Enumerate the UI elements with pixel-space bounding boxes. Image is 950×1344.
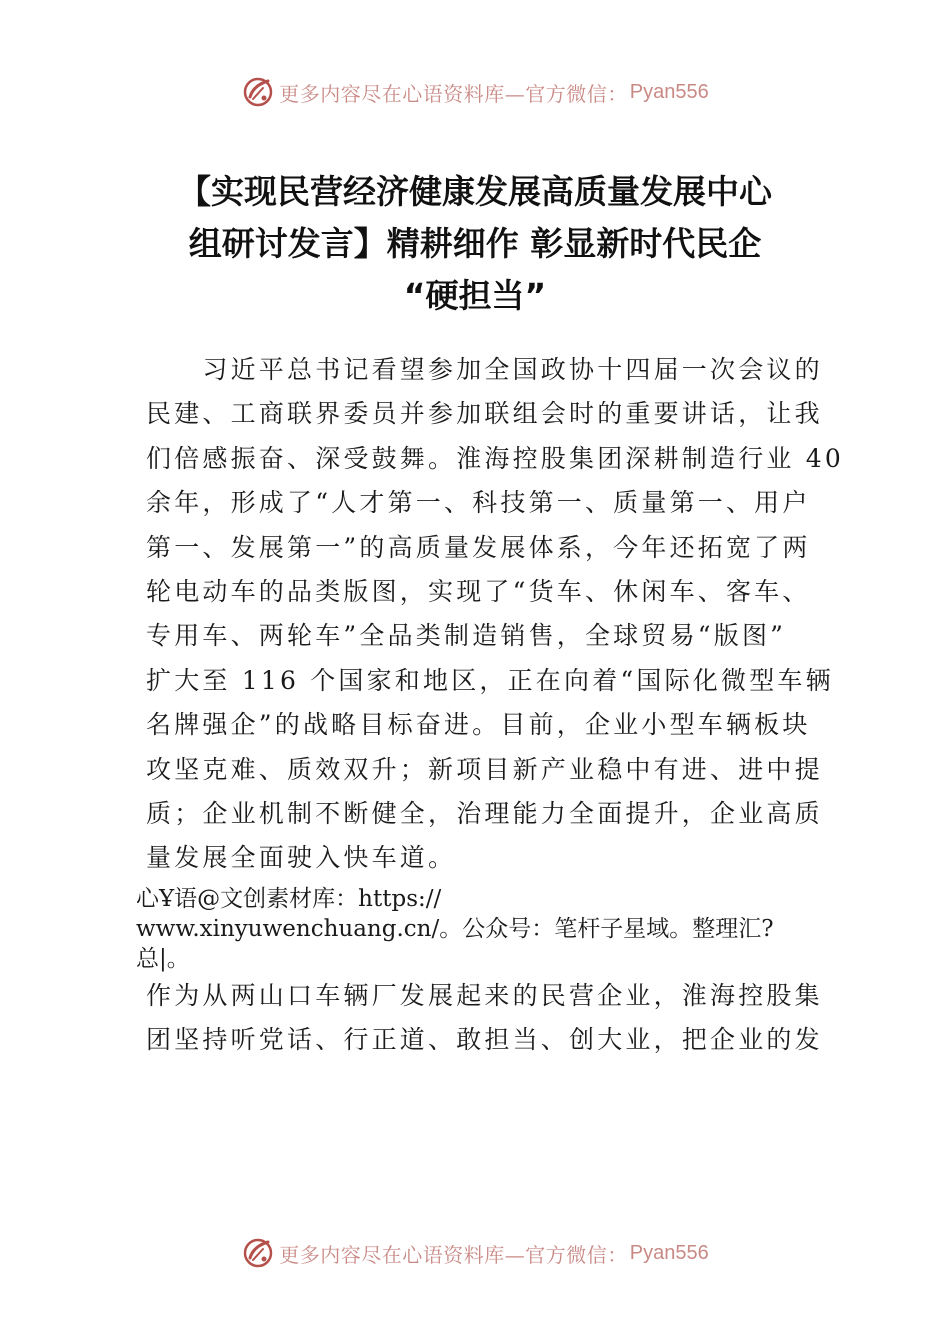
banner-wechat-handle: Pyan556 <box>629 1241 709 1264</box>
title-line: “硬担当” <box>403 276 547 315</box>
paragraph-line: 质；企业机制不断健全，治理能力全面提升，企业高质 <box>146 799 823 829</box>
body-paragraph-2 <box>146 974 823 1063</box>
paragraph-line: 习近平总书记看望参加全国政协十四届一次会议的 <box>146 355 823 384</box>
banner-text: 更多内容尽在心语资料库—官方微信： <box>279 1242 628 1267</box>
source-note <box>136 884 836 974</box>
paragraph-line: 名牌强企”的战略目标奋进。目前，企业小型车辆板块 <box>146 710 811 740</box>
paragraph-line: 攻坚克难、质效双升；新项目新产业稳中有进、进中提 <box>146 754 823 784</box>
paragraph-line: 第一、发展第一”的高质量发展体系，今年还拓宽了两 <box>146 532 811 562</box>
paragraph-line: 民建、工商联界委员并参加联组会时的重要讲话，让我 <box>146 399 823 429</box>
note-line: www.xinyuwenchuang.cn/。公众号：笔杆子星域。整理汇? <box>136 916 774 942</box>
footer-banner <box>0 1233 950 1273</box>
paragraph-line: 量发展全面驶入快车道。 <box>146 843 457 873</box>
paragraph-line: 专用车、两轮车”全品类制造销售，全球贸易“版图” <box>146 621 787 651</box>
header-banner <box>0 72 950 112</box>
note-line: 心Ұ语@文创素材库：https:// <box>136 886 442 912</box>
body-paragraph-1 <box>146 348 844 881</box>
seal-logo-icon <box>241 75 275 109</box>
title-line: 组研讨发言】精耕细作 彰显新时代民企 <box>188 224 762 263</box>
note-line: 总|。 <box>136 946 190 972</box>
paragraph-line: 们倍感振奋、深受鼓舞。淮海控股集团深耕制造行业 40 <box>146 443 844 473</box>
seal-logo-icon <box>241 1236 275 1270</box>
paragraph-line: 余年，形成了“人才第一、科技第一、质量第一、用户 <box>146 488 811 518</box>
paragraph-line: 作为从两山口车辆厂发展起来的民营企业，淮海控股集 <box>146 981 823 1010</box>
paragraph-line: 扩大至 116 个国家和地区，正在向着“国际化微型车辆 <box>146 665 834 695</box>
paragraph-line: 轮电动车的品类版图，实现了“货车、休闲车、客车、 <box>146 577 811 607</box>
document-title <box>120 166 830 322</box>
paragraph-line: 团坚持听党话、行正道、敢担当、创大业，把企业的发 <box>146 1025 823 1055</box>
title-line: 【实现民营经济健康发展高质量发展中心 <box>178 172 772 211</box>
banner-text: 更多内容尽在心语资料库—官方微信： <box>279 81 628 106</box>
banner-wechat-handle: Pyan556 <box>629 80 709 103</box>
